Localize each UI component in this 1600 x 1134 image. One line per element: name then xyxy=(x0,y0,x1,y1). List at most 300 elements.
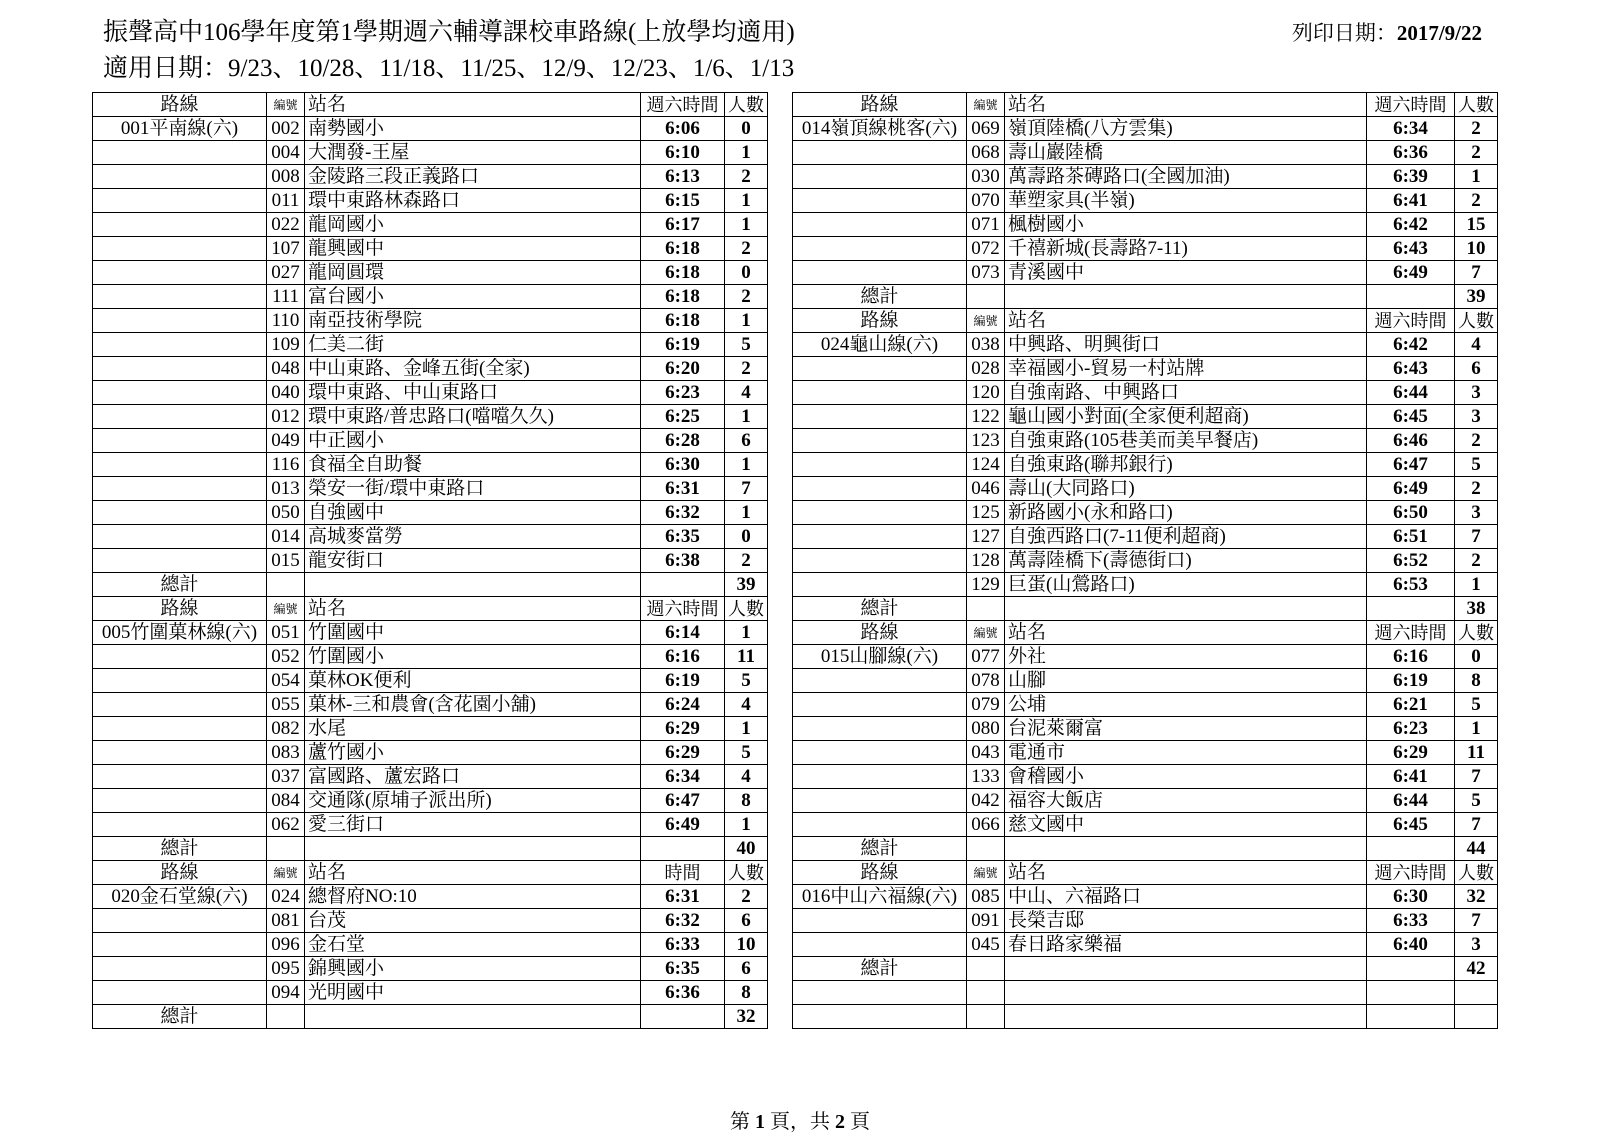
stop-name: 新路國小(永和路口) xyxy=(1005,501,1367,525)
route-column-header: 路線 xyxy=(93,861,267,885)
stop-code: 070 xyxy=(967,189,1005,213)
total-label: 總計 xyxy=(93,1005,267,1029)
stop-code: 091 xyxy=(967,909,1005,933)
route-column-header: 路線 xyxy=(793,309,967,333)
stop-name: 福容大飯店 xyxy=(1005,789,1367,813)
route-cell xyxy=(93,477,267,501)
stop-row xyxy=(93,981,768,1005)
route-cell xyxy=(793,813,967,837)
time-column-header: 週六時間 xyxy=(1367,93,1455,117)
total-label: 總計 xyxy=(793,837,967,861)
stop-name: 台泥萊爾富 xyxy=(1005,717,1367,741)
empty-cell xyxy=(1455,981,1498,1005)
stop-time: 6:15 xyxy=(641,189,725,213)
route-total-count: 39 xyxy=(725,573,768,597)
stop-row xyxy=(793,909,1498,933)
route-cell xyxy=(93,717,267,741)
route-header-row xyxy=(793,621,1498,645)
stop-row xyxy=(793,693,1498,717)
stop-count: 2 xyxy=(725,357,768,381)
stop-row xyxy=(793,813,1498,837)
stop-count: 1 xyxy=(725,813,768,837)
stop-name: 龍安街口 xyxy=(305,549,641,573)
stop-count: 7 xyxy=(1455,765,1498,789)
route-cell xyxy=(93,333,267,357)
stop-count: 1 xyxy=(725,189,768,213)
stop-count: 7 xyxy=(1455,525,1498,549)
stop-name: 巨蛋(山鶯路口) xyxy=(1005,573,1367,597)
stop-time: 6:47 xyxy=(641,789,725,813)
stop-count: 2 xyxy=(1455,189,1498,213)
route-cell xyxy=(93,381,267,405)
stop-row xyxy=(793,789,1498,813)
stop-code: 012 xyxy=(267,405,305,429)
stop-time: 6:19 xyxy=(641,333,725,357)
stop-code: 079 xyxy=(967,693,1005,717)
route-total-row xyxy=(93,837,768,861)
route-cell xyxy=(793,405,967,429)
stop-code: 068 xyxy=(967,141,1005,165)
stop-time: 6:36 xyxy=(1367,141,1455,165)
stop-count: 4 xyxy=(725,693,768,717)
route-cell xyxy=(793,717,967,741)
stop-code: 027 xyxy=(267,261,305,285)
route-cell xyxy=(793,477,967,501)
stop-name: 中山東路、金峰五街(全家) xyxy=(305,357,641,381)
station-column-header: 站名 xyxy=(1005,93,1367,117)
stop-row xyxy=(93,117,768,141)
stop-name: 龍岡圓環 xyxy=(305,261,641,285)
route-total-count: 32 xyxy=(725,1005,768,1029)
stop-code: 123 xyxy=(967,429,1005,453)
stop-row xyxy=(93,933,768,957)
stop-time: 6:44 xyxy=(1367,381,1455,405)
stop-count: 1 xyxy=(725,309,768,333)
stop-name: 金陵路三段正義路口 xyxy=(305,165,641,189)
stop-time: 6:25 xyxy=(641,405,725,429)
total-station-cell xyxy=(1005,285,1367,309)
stop-code: 077 xyxy=(967,645,1005,669)
route-cell xyxy=(793,501,967,525)
stop-name: 菓林-三和農會(含花園小舖) xyxy=(305,693,641,717)
stop-count: 2 xyxy=(1455,141,1498,165)
stop-count: 6 xyxy=(725,957,768,981)
stop-code: 069 xyxy=(967,117,1005,141)
stop-count: 3 xyxy=(1455,405,1498,429)
route-name: 005竹圍菓林線(六) xyxy=(93,621,267,645)
stop-row xyxy=(93,645,768,669)
stop-name: 電通市 xyxy=(1005,741,1367,765)
stop-row xyxy=(93,381,768,405)
stop-name: 龍岡國小 xyxy=(305,213,641,237)
stop-time: 6:39 xyxy=(1367,165,1455,189)
stop-code: 022 xyxy=(267,213,305,237)
route-cell xyxy=(93,285,267,309)
stop-row xyxy=(93,813,768,837)
stop-name: 光明國中 xyxy=(305,981,641,1005)
stop-time: 6:20 xyxy=(641,357,725,381)
stop-code: 078 xyxy=(967,669,1005,693)
stop-name: 楓樹國小 xyxy=(1005,213,1367,237)
stop-name: 環中東路/普忠路口(噹噹久久) xyxy=(305,405,641,429)
stop-row xyxy=(793,381,1498,405)
route-total-count: 40 xyxy=(725,837,768,861)
code-column-header: 編號 xyxy=(967,861,1005,885)
route-cell xyxy=(93,909,267,933)
stop-count: 1 xyxy=(725,405,768,429)
route-cell xyxy=(793,909,967,933)
route-cell xyxy=(793,789,967,813)
code-column-header: 編號 xyxy=(967,93,1005,117)
stop-row xyxy=(793,669,1498,693)
stop-code: 062 xyxy=(267,813,305,837)
stop-code: 082 xyxy=(267,717,305,741)
stop-code: 107 xyxy=(267,237,305,261)
route-column-header: 路線 xyxy=(793,621,967,645)
stop-row xyxy=(793,645,1498,669)
stop-row xyxy=(793,357,1498,381)
total-station-cell xyxy=(305,837,641,861)
stop-name: 萬壽陸橋下(壽德街口) xyxy=(1005,549,1367,573)
stop-count: 6 xyxy=(725,429,768,453)
stop-time: 6:31 xyxy=(641,885,725,909)
stop-row xyxy=(93,165,768,189)
stop-code: 071 xyxy=(967,213,1005,237)
stop-count: 1 xyxy=(1455,165,1498,189)
stop-time: 6:41 xyxy=(1367,189,1455,213)
route-cell xyxy=(93,429,267,453)
stop-code: 050 xyxy=(267,501,305,525)
stop-row xyxy=(93,405,768,429)
route-cell xyxy=(93,357,267,381)
stop-time: 6:34 xyxy=(1367,117,1455,141)
stop-name: 青溪國中 xyxy=(1005,261,1367,285)
stop-count: 7 xyxy=(1455,909,1498,933)
stop-count: 15 xyxy=(1455,213,1498,237)
footer-page-count: 2 xyxy=(835,1111,845,1133)
empty-cell xyxy=(1005,981,1367,1005)
stop-time: 6:28 xyxy=(641,429,725,453)
stop-time: 6:30 xyxy=(641,453,725,477)
stop-name: 自強東路(聯邦銀行) xyxy=(1005,453,1367,477)
stop-time: 6:32 xyxy=(641,501,725,525)
stop-row xyxy=(793,933,1498,957)
route-cell xyxy=(93,405,267,429)
stop-time: 6:16 xyxy=(1367,645,1455,669)
stop-code: 004 xyxy=(267,141,305,165)
stop-count: 2 xyxy=(725,549,768,573)
stop-name: 金石堂 xyxy=(305,933,641,957)
stop-row xyxy=(93,333,768,357)
total-time-cell xyxy=(641,573,725,597)
station-column-header: 站名 xyxy=(1005,309,1367,333)
stop-time: 6:41 xyxy=(1367,765,1455,789)
stop-time: 6:38 xyxy=(641,549,725,573)
stop-code: 085 xyxy=(967,885,1005,909)
stop-code: 048 xyxy=(267,357,305,381)
stop-time: 6:29 xyxy=(641,717,725,741)
code-column-header: 編號 xyxy=(967,309,1005,333)
route-cell xyxy=(93,141,267,165)
total-station-cell xyxy=(1005,597,1367,621)
stop-time: 6:21 xyxy=(1367,693,1455,717)
stop-count: 1 xyxy=(1455,573,1498,597)
stop-time: 6:06 xyxy=(641,117,725,141)
stop-code: 096 xyxy=(267,933,305,957)
stop-name: 公埔 xyxy=(1005,693,1367,717)
stop-time: 6:35 xyxy=(641,957,725,981)
route-header-row xyxy=(93,597,768,621)
stop-code: 072 xyxy=(967,237,1005,261)
stop-count: 2 xyxy=(725,285,768,309)
route-total-row xyxy=(93,573,768,597)
stop-count: 5 xyxy=(1455,693,1498,717)
route-cell xyxy=(793,429,967,453)
stop-row xyxy=(93,885,768,909)
stop-name: 水尾 xyxy=(305,717,641,741)
total-code-cell xyxy=(967,837,1005,861)
route-total-row xyxy=(793,597,1498,621)
stop-time: 6:53 xyxy=(1367,573,1455,597)
stop-name: 千禧新城(長壽路7-11) xyxy=(1005,237,1367,261)
stop-time: 6:18 xyxy=(641,237,725,261)
stop-count: 6 xyxy=(725,909,768,933)
route-header-row xyxy=(793,861,1498,885)
route-name: 020金石堂線(六) xyxy=(93,885,267,909)
stop-time: 6:14 xyxy=(641,621,725,645)
stop-row xyxy=(93,549,768,573)
route-name: 024龜山線(六) xyxy=(793,333,967,357)
total-code-cell xyxy=(267,573,305,597)
stop-name: 交通隊(原埔子派出所) xyxy=(305,789,641,813)
route-cell xyxy=(93,765,267,789)
stop-code: 095 xyxy=(267,957,305,981)
total-code-cell xyxy=(967,957,1005,981)
stop-name: 錦興國小 xyxy=(305,957,641,981)
route-cell xyxy=(793,261,967,285)
total-time-cell xyxy=(641,837,725,861)
stop-code: 028 xyxy=(967,357,1005,381)
stop-count: 8 xyxy=(1455,669,1498,693)
stop-code: 083 xyxy=(267,741,305,765)
stop-code: 124 xyxy=(967,453,1005,477)
count-column-header: 人數 xyxy=(725,861,768,885)
stop-count: 4 xyxy=(725,381,768,405)
time-column-header: 週六時間 xyxy=(641,93,725,117)
time-column-header: 時間 xyxy=(641,861,725,885)
stop-count: 0 xyxy=(725,525,768,549)
stop-row xyxy=(93,189,768,213)
stop-row xyxy=(793,453,1498,477)
stop-count: 2 xyxy=(1455,549,1498,573)
stop-count: 1 xyxy=(725,717,768,741)
stop-time: 6:32 xyxy=(641,909,725,933)
footer-page-number: 1 xyxy=(755,1111,765,1133)
time-column-header: 週六時間 xyxy=(1367,621,1455,645)
stop-count: 4 xyxy=(725,765,768,789)
stop-count: 2 xyxy=(725,237,768,261)
stop-name: 萬壽路茶磚路口(全國加油) xyxy=(1005,165,1367,189)
station-column-header: 站名 xyxy=(1005,621,1367,645)
stop-row xyxy=(93,477,768,501)
total-station-cell xyxy=(305,1005,641,1029)
stop-name: 華塑家具(半嶺) xyxy=(1005,189,1367,213)
stop-name: 食福全自助餐 xyxy=(305,453,641,477)
stop-count: 5 xyxy=(725,741,768,765)
stop-row xyxy=(93,285,768,309)
route-cell xyxy=(93,813,267,837)
stop-row xyxy=(93,621,768,645)
empty-cell xyxy=(793,981,967,1005)
route-cell xyxy=(93,645,267,669)
stop-name: 榮安一街/環中東路口 xyxy=(305,477,641,501)
stop-row xyxy=(93,141,768,165)
applicable-dates: 適用日期：9/23、10/28、11/18、11/25、12/9、12/23、1/6、1/13 xyxy=(103,55,795,82)
stop-name: 自強南路、中興路口 xyxy=(1005,381,1367,405)
route-cell xyxy=(93,789,267,813)
code-column-header: 編號 xyxy=(967,621,1005,645)
stop-row xyxy=(93,669,768,693)
route-cell xyxy=(793,573,967,597)
route-cell xyxy=(793,741,967,765)
count-column-header: 人數 xyxy=(1455,621,1498,645)
stop-time: 6:45 xyxy=(1367,813,1455,837)
print-date-label: 列印日期： xyxy=(1291,21,1397,45)
total-label: 總計 xyxy=(793,597,967,621)
stop-row xyxy=(793,741,1498,765)
total-station-cell xyxy=(1005,957,1367,981)
stop-row xyxy=(93,741,768,765)
stop-code: 043 xyxy=(967,741,1005,765)
empty-cell xyxy=(1005,1005,1367,1029)
route-cell xyxy=(93,213,267,237)
route-name: 016中山六福線(六) xyxy=(793,885,967,909)
stop-row xyxy=(793,477,1498,501)
stop-count: 0 xyxy=(1455,645,1498,669)
station-column-header: 站名 xyxy=(305,861,641,885)
route-cell xyxy=(793,237,967,261)
time-column-header: 週六時間 xyxy=(641,597,725,621)
stop-code: 122 xyxy=(967,405,1005,429)
stop-name: 竹圍國小 xyxy=(305,645,641,669)
stop-time: 6:18 xyxy=(641,309,725,333)
stop-count: 5 xyxy=(725,333,768,357)
stop-name: 山腳 xyxy=(1005,669,1367,693)
stop-name: 台茂 xyxy=(305,909,641,933)
stop-name: 蘆竹國小 xyxy=(305,741,641,765)
stop-row xyxy=(93,909,768,933)
route-cell xyxy=(93,261,267,285)
stop-code: 040 xyxy=(267,381,305,405)
print-date-value: 2017/9/22 xyxy=(1396,21,1482,45)
stop-time: 6:23 xyxy=(641,381,725,405)
stop-count: 2 xyxy=(725,885,768,909)
route-cell xyxy=(793,381,967,405)
stop-time: 6:29 xyxy=(641,741,725,765)
stop-count: 5 xyxy=(1455,789,1498,813)
stop-code: 045 xyxy=(967,933,1005,957)
stop-row xyxy=(93,261,768,285)
empty-row xyxy=(793,1005,1498,1029)
stop-code: 116 xyxy=(267,453,305,477)
route-header-row xyxy=(93,93,768,117)
stop-name: 富國路、蘆宏路口 xyxy=(305,765,641,789)
route-cell xyxy=(793,669,967,693)
stop-time: 6:18 xyxy=(641,285,725,309)
stop-row xyxy=(93,789,768,813)
stop-time: 6:24 xyxy=(641,693,725,717)
stop-row xyxy=(93,213,768,237)
total-label: 總計 xyxy=(793,285,967,309)
stop-name: 環中東路林森路口 xyxy=(305,189,641,213)
route-cell xyxy=(793,693,967,717)
stop-time: 6:16 xyxy=(641,645,725,669)
code-column-header: 編號 xyxy=(267,861,305,885)
stop-code: 110 xyxy=(267,309,305,333)
stop-code: 055 xyxy=(267,693,305,717)
empty-cell xyxy=(1367,981,1455,1005)
route-cell xyxy=(793,141,967,165)
stop-count: 3 xyxy=(1455,381,1498,405)
stop-name: 中興路、明興街口 xyxy=(1005,333,1367,357)
route-column-header: 路線 xyxy=(793,861,967,885)
stop-time: 6:42 xyxy=(1367,213,1455,237)
route-cell xyxy=(93,165,267,189)
stop-time: 6:33 xyxy=(641,933,725,957)
stop-code: 128 xyxy=(967,549,1005,573)
stop-count: 5 xyxy=(1455,453,1498,477)
route-cell xyxy=(793,189,967,213)
stop-name: 富台國小 xyxy=(305,285,641,309)
route-name: 014嶺頂線桃客(六) xyxy=(793,117,967,141)
count-column-header: 人數 xyxy=(1455,861,1498,885)
route-cell xyxy=(93,237,267,261)
total-time-cell xyxy=(1367,597,1455,621)
route-cell xyxy=(93,453,267,477)
route-cell xyxy=(793,357,967,381)
stop-count: 11 xyxy=(725,645,768,669)
stop-code: 015 xyxy=(267,549,305,573)
route-cell xyxy=(93,693,267,717)
stop-name: 慈文國中 xyxy=(1005,813,1367,837)
stop-row xyxy=(793,261,1498,285)
stop-count: 5 xyxy=(725,669,768,693)
stop-time: 6:10 xyxy=(641,141,725,165)
stop-name: 龜山國小對面(全家便利超商) xyxy=(1005,405,1367,429)
station-column-header: 站名 xyxy=(305,597,641,621)
stop-row xyxy=(793,501,1498,525)
stop-count: 11 xyxy=(1455,741,1498,765)
stop-code: 111 xyxy=(267,285,305,309)
stop-code: 042 xyxy=(967,789,1005,813)
stop-time: 6:18 xyxy=(641,261,725,285)
stop-name: 南亞技術學院 xyxy=(305,309,641,333)
station-column-header: 站名 xyxy=(1005,861,1367,885)
stop-name: 愛三街口 xyxy=(305,813,641,837)
stop-name: 竹圍國中 xyxy=(305,621,641,645)
stop-code: 129 xyxy=(967,573,1005,597)
total-label: 總計 xyxy=(93,573,267,597)
stop-code: 066 xyxy=(967,813,1005,837)
stop-code: 133 xyxy=(967,765,1005,789)
stop-time: 6:19 xyxy=(641,669,725,693)
stop-row xyxy=(793,429,1498,453)
stop-name: 中正國小 xyxy=(305,429,641,453)
route-cell xyxy=(93,189,267,213)
empty-cell xyxy=(967,1005,1005,1029)
route-cell xyxy=(93,525,267,549)
time-column-header: 週六時間 xyxy=(1367,861,1455,885)
